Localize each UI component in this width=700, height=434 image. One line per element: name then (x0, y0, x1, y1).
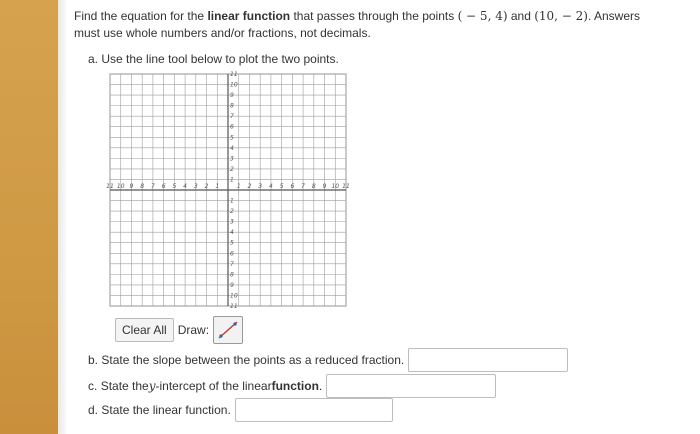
y-tick-label: 3 (230, 155, 234, 163)
x-tick-label: 3 (193, 183, 198, 190)
x-tick-label: 8 (311, 183, 316, 190)
linear-function-answer-input[interactable] (235, 398, 393, 422)
x-tick-label: 4 (183, 183, 188, 190)
x-tick-label: 6 (290, 183, 295, 190)
y-tick-label: 11 (230, 303, 238, 310)
y-tick-label: 6 (230, 123, 234, 131)
y-tick-label: 2 (230, 165, 234, 173)
y-tick-label: 2 (230, 208, 234, 216)
y-tick-label: 1 (230, 176, 234, 184)
left-page-edge (58, 0, 66, 434)
part-d-label: d. (88, 403, 99, 417)
y-tick-label: 5 (230, 239, 234, 247)
y-tick-label: 7 (230, 113, 234, 121)
x-tick-label: 10 (331, 183, 340, 190)
y-tick-label: 6 (230, 250, 234, 258)
point-2: (10, − 2) (534, 9, 588, 23)
question-content (66, 0, 700, 434)
graph-area[interactable] (106, 70, 350, 310)
x-tick-label: 6 (161, 183, 166, 190)
y-tick-label: 8 (230, 102, 234, 110)
y-tick-label: 9 (230, 281, 234, 289)
part-d-row (88, 398, 393, 422)
line-tool-icon (216, 319, 240, 341)
x-tick-label: 1 (215, 183, 220, 190)
screen-glare (570, 70, 700, 130)
x-tick-label: 7 (150, 183, 155, 190)
x-tick-label: 5 (172, 183, 177, 190)
draw-label: Draw: (177, 323, 210, 337)
graph-toolbar (115, 316, 243, 344)
y-tick-label: 8 (230, 271, 234, 279)
part-b-row (88, 348, 568, 372)
x-tick-label: 8 (140, 183, 145, 190)
y-tick-label: 10 (230, 81, 238, 89)
slope-answer-input[interactable] (408, 348, 568, 372)
x-tick-label: 7 (301, 183, 306, 190)
part-a-label: a. (88, 52, 99, 66)
part-c-row (88, 374, 496, 398)
y-tick-label: 10 (230, 292, 238, 300)
problem-statement (74, 8, 674, 42)
part-c-label: c. (88, 379, 98, 393)
x-tick-label: 9 (129, 183, 134, 190)
x-tick-label: 2 (247, 183, 252, 190)
x-tick-label: 4 (268, 183, 273, 190)
problem-text-suffix: . Answers (587, 9, 641, 23)
problem-text-prefix: Find the equation for the (74, 9, 208, 23)
y-tick-label: 3 (230, 218, 234, 226)
y-tick-label: 4 (230, 229, 234, 237)
part-c-text-mid: -intercept of the linear (155, 379, 272, 393)
x-tick-label: 5 (279, 183, 284, 190)
y-tick-label: 9 (230, 92, 234, 100)
part-d-text: State the linear function. (101, 403, 231, 417)
coordinate-grid[interactable] (106, 70, 350, 310)
x-tick-label: 10 (116, 183, 125, 190)
problem-text-mid: that passes through the points (290, 9, 458, 23)
x-tick-label: 11 (342, 183, 350, 190)
part-a-instruction (88, 52, 339, 66)
y-tick-label: 7 (230, 260, 234, 268)
y-tick-label: 1 (230, 197, 234, 205)
x-tick-label: 9 (322, 183, 327, 190)
clear-all-button[interactable]: Clear All (115, 318, 174, 342)
left-accent-bar (0, 0, 58, 434)
x-tick-label: 1 (236, 183, 241, 190)
part-c-variable: y (148, 379, 156, 393)
problem-text-line2: must use whole numbers and/or fractions, not decimals. (74, 26, 371, 40)
x-tick-label: 2 (204, 183, 209, 190)
x-tick-label: 11 (106, 183, 114, 190)
part-b-label: b. (88, 353, 99, 367)
y-intercept-answer-input[interactable] (326, 374, 496, 398)
part-c-text-end: . (318, 379, 323, 393)
x-tick-label: 3 (258, 183, 263, 190)
part-c-bold: function (271, 379, 319, 393)
part-b-text: State the slope between the points as a reduced fraction. (101, 353, 405, 367)
problem-bold-phrase: linear function (207, 9, 291, 23)
y-tick-label: 4 (230, 144, 234, 152)
problem-and: and (507, 9, 535, 23)
part-a-text: Use the line tool below to plot the two points. (101, 52, 339, 66)
part-c-text-pre: State the (100, 379, 149, 393)
line-tool-button[interactable] (213, 316, 243, 344)
y-tick-label: 11 (230, 71, 238, 78)
point-1: ( − 5, 4) (457, 9, 508, 23)
y-tick-label: 5 (230, 134, 234, 142)
